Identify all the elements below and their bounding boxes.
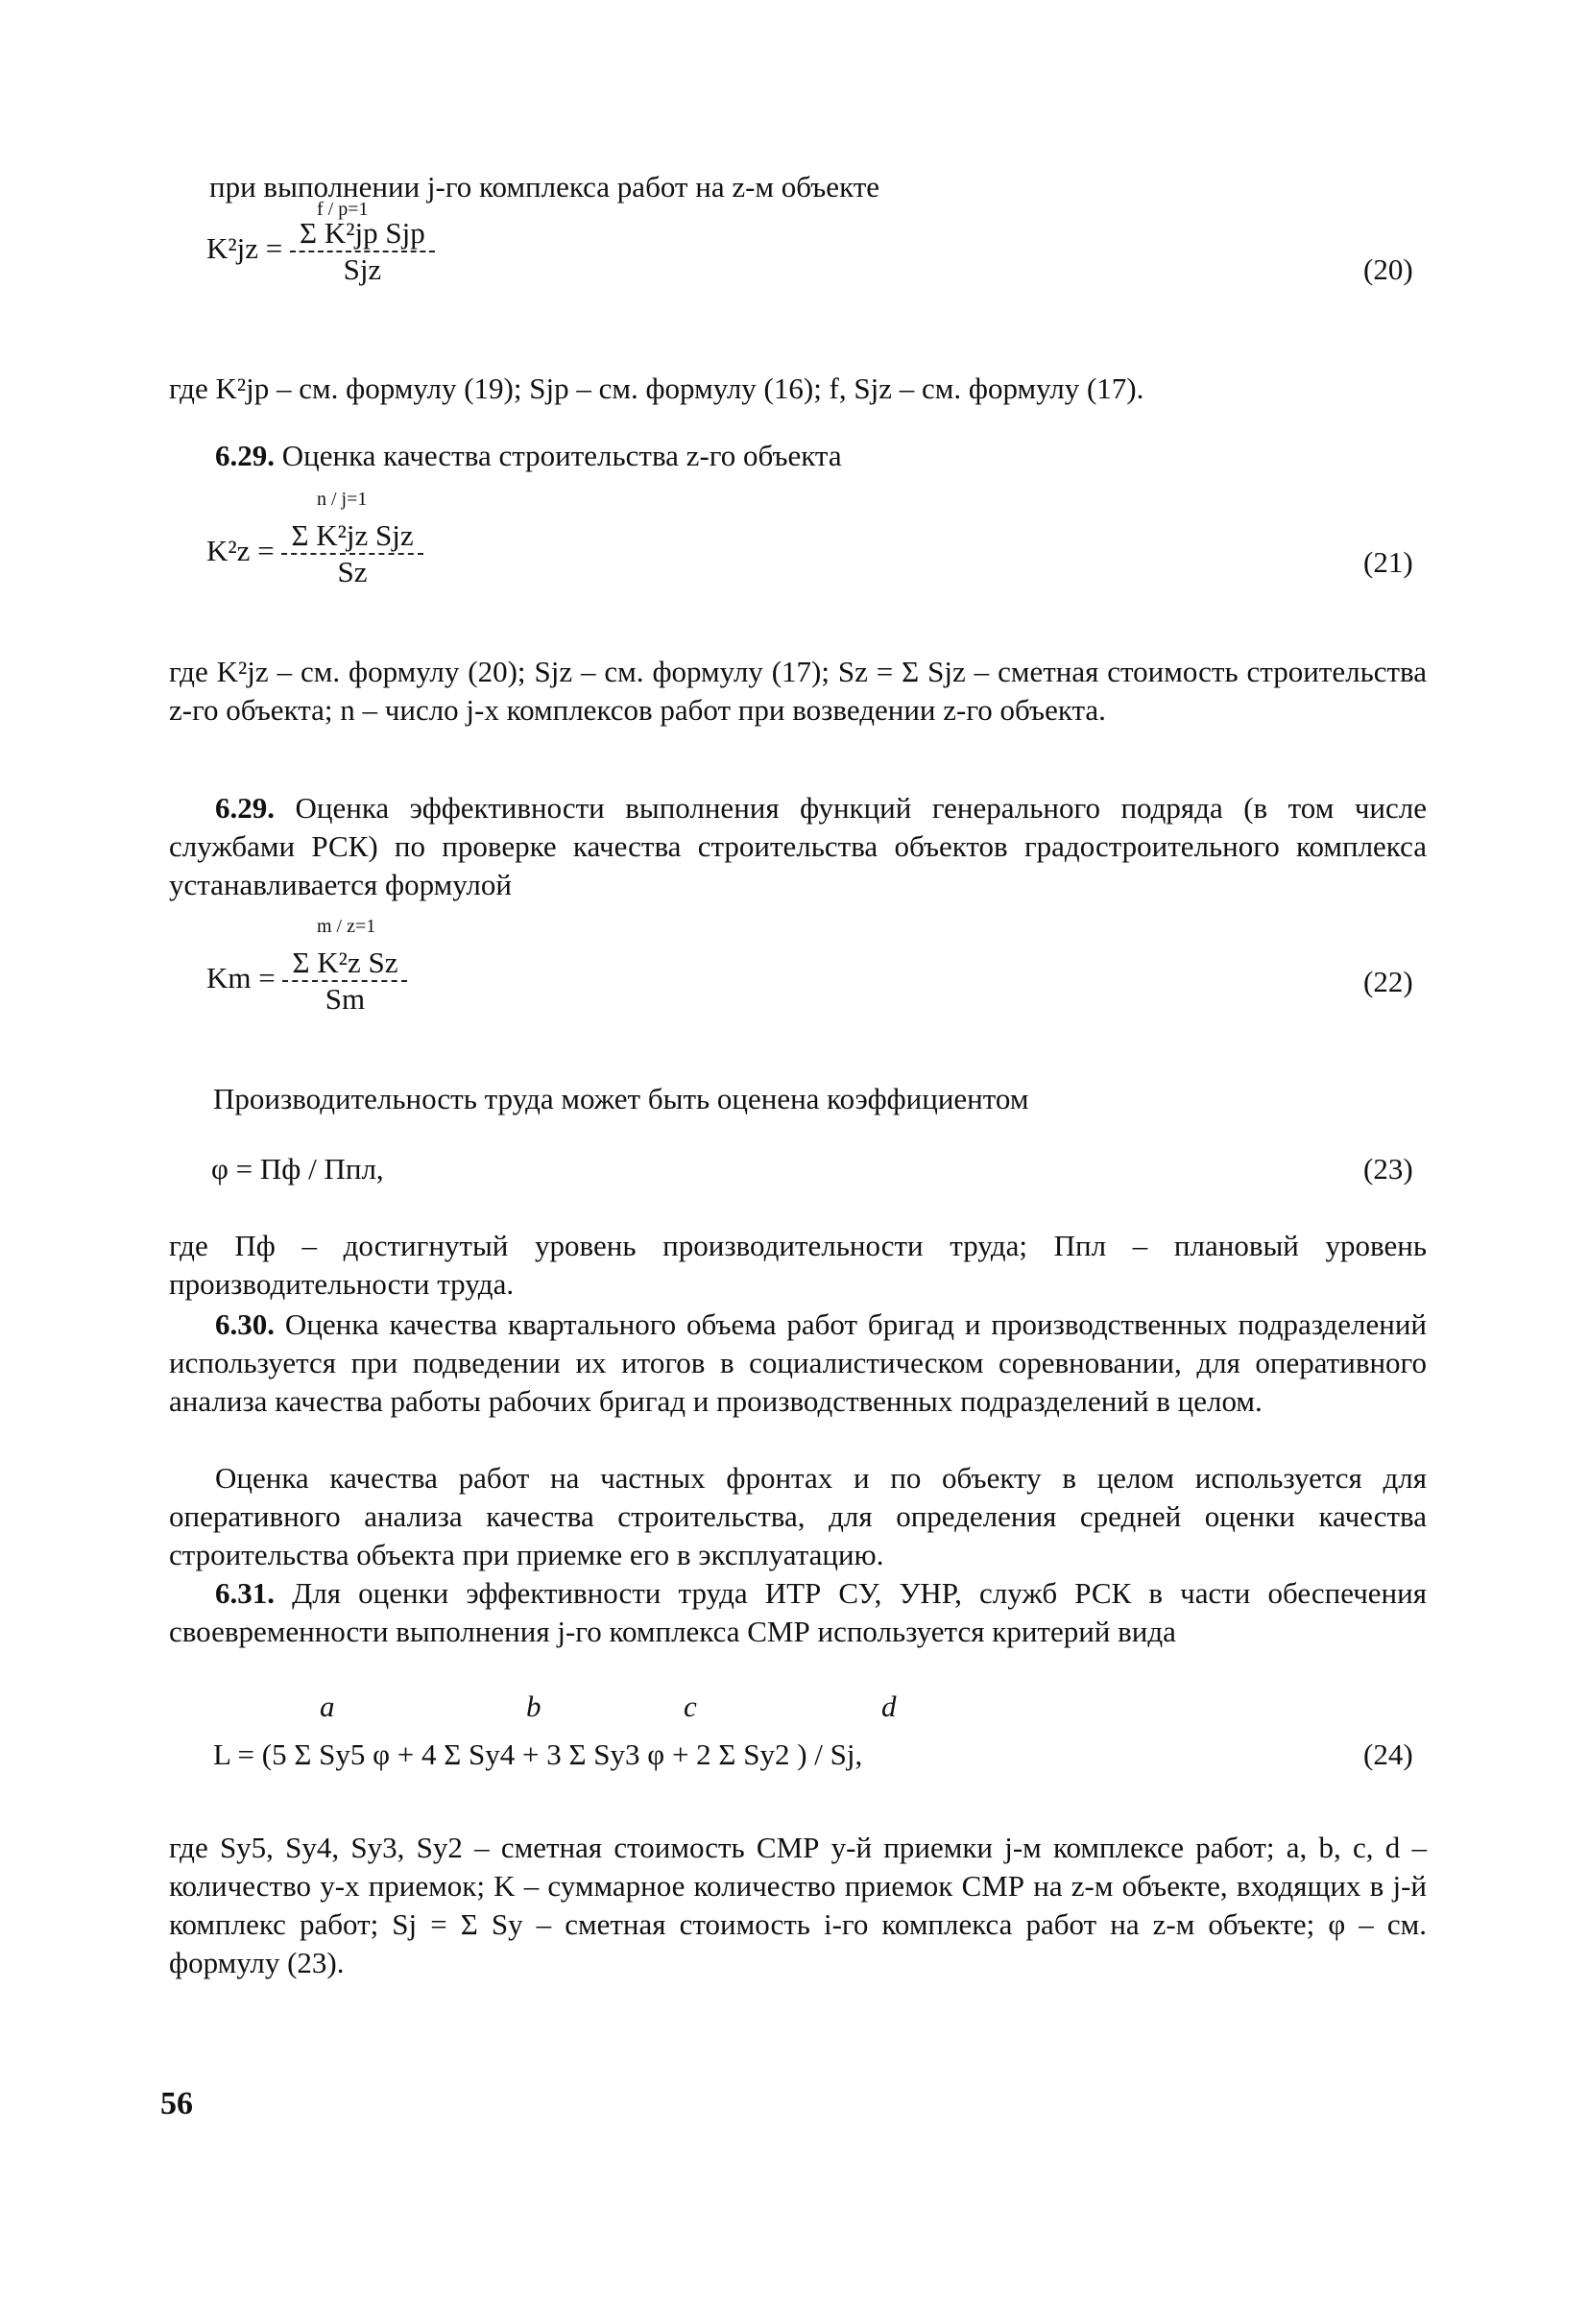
- section-number: 6.31.: [215, 1576, 275, 1610]
- formula-20: [206, 216, 435, 287]
- formula-24-limit-a: a: [320, 1689, 335, 1723]
- formula-24-limit-c: c: [684, 1689, 697, 1723]
- formula-21: [206, 518, 423, 589]
- formula-23: φ = Пф / Ппл,: [211, 1152, 384, 1186]
- where-21-text: где K²jz – см. формулу (20); Sjz – см. формулу (17); Sz = Σ Sjz – сметная стоимость строительства z-го объекта; n – число j-х комплексов работ при возведении z-го объекта.: [169, 655, 1427, 727]
- formula-21-denominator: Sz: [337, 555, 368, 588]
- formula-24-limit-d: d: [881, 1689, 897, 1723]
- formula-22: [206, 946, 407, 1017]
- formula-22-limits: m / z=1: [317, 916, 376, 937]
- where-20-text: где K²jp – см. формулу (19); Sjp – см. формулу (16); f, Sjz – см. формулу (17).: [169, 371, 1144, 405]
- formula-22-numerator: Σ K²z Sz: [282, 946, 407, 982]
- section-number: 6.29.: [215, 791, 275, 825]
- formula-24: L = (5 Σ Sy5 φ + 4 Σ Sy4 + 3 Σ Sy3 φ + 2 Σ Sy2 ) / Sj,: [213, 1737, 863, 1771]
- paragraph-quality: Оценка качества работ на частных фронтах и по объекту в целом используется для оперативного анализа качества строительства, для определения средней оценки качества строительства объекта при приемке его в эксплуатацию.: [169, 1461, 1427, 1571]
- equation-number-23: (23): [1363, 1152, 1413, 1186]
- where-23-text: где Пф – достигнутый уровень производительности труда; Ппл – плановый уровень производительности труда.: [169, 1229, 1427, 1301]
- formula-21-numerator: Σ K²jz Sjz: [281, 518, 422, 555]
- section-6-30: 6.30. Оценка качества квартального объема работ бригад и производственных подразделений используется при подведении их итогов в социалистическом соревновании, для оперативного анализа качества работы рабочих бригад и производственных подразделений в целом.: [169, 1307, 1428, 1418]
- formula-21-fraction: [281, 518, 422, 589]
- equation-number-21: (21): [1363, 545, 1413, 579]
- where-24-text: где Sy5, Sy4, Sy3, Sy2 – сметная стоимость СМР y-й приемки j-м комплексе работ; a, b, c, d – количество y-х приемок; K – суммарное количество приемок СМР на z-м объекте, входящих в j-й комплекс работ; Sj = Σ Sy – сметная стоимость i-го комплекса работ на z-м объекте; φ – см. формулу (23).: [169, 1831, 1427, 1979]
- page-number: 56: [160, 2086, 193, 2121]
- formula-20-lhs: K²jz =: [206, 231, 283, 266]
- formula-22-fraction: [282, 946, 407, 1017]
- formula-22-lhs: Km =: [206, 961, 276, 995]
- formula-20-numerator: Σ K²jp Sjp: [290, 216, 435, 252]
- formula-22-denominator: Sm: [325, 982, 366, 1016]
- equation-number-22: (22): [1363, 965, 1413, 998]
- section-6-29-b: 6.29. Оценка эффективности выполнения функций генерального подряда (в том числе службами РСК) по проверке качества строительства объектов градостроительного комплекса устанавливается формулой: [169, 791, 1427, 901]
- formula-20-fraction: [290, 216, 435, 287]
- equation-number-20: (20): [1363, 252, 1413, 286]
- section-number: 6.30.: [215, 1307, 275, 1341]
- formula-21-limits: n / j=1: [317, 489, 368, 510]
- equation-number-24: (24): [1363, 1737, 1413, 1771]
- formula-20-denominator: Sjz: [343, 252, 382, 286]
- productivity-intro: Производительность труда может быть оценена коэффициентом: [213, 1082, 1029, 1115]
- section-6-31: 6.31. Для оценки эффективности труда ИТР СУ, УНР, служб РСК в части обеспечения своевременности выполнения j-го комплекса СМР используется критерий вида: [169, 1576, 1427, 1648]
- formula-24-limit-b: b: [526, 1689, 541, 1723]
- section-number: 6.29.: [215, 439, 275, 472]
- formula-20-limits: f / p=1: [317, 199, 369, 220]
- section-6-29-heading: 6.29. Оценка качества строительства z-го объекта: [215, 439, 842, 472]
- intro-line: при выполнении j-го комплекса работ на z-м объекте: [209, 170, 880, 204]
- formula-21-lhs: K²z =: [206, 534, 275, 568]
